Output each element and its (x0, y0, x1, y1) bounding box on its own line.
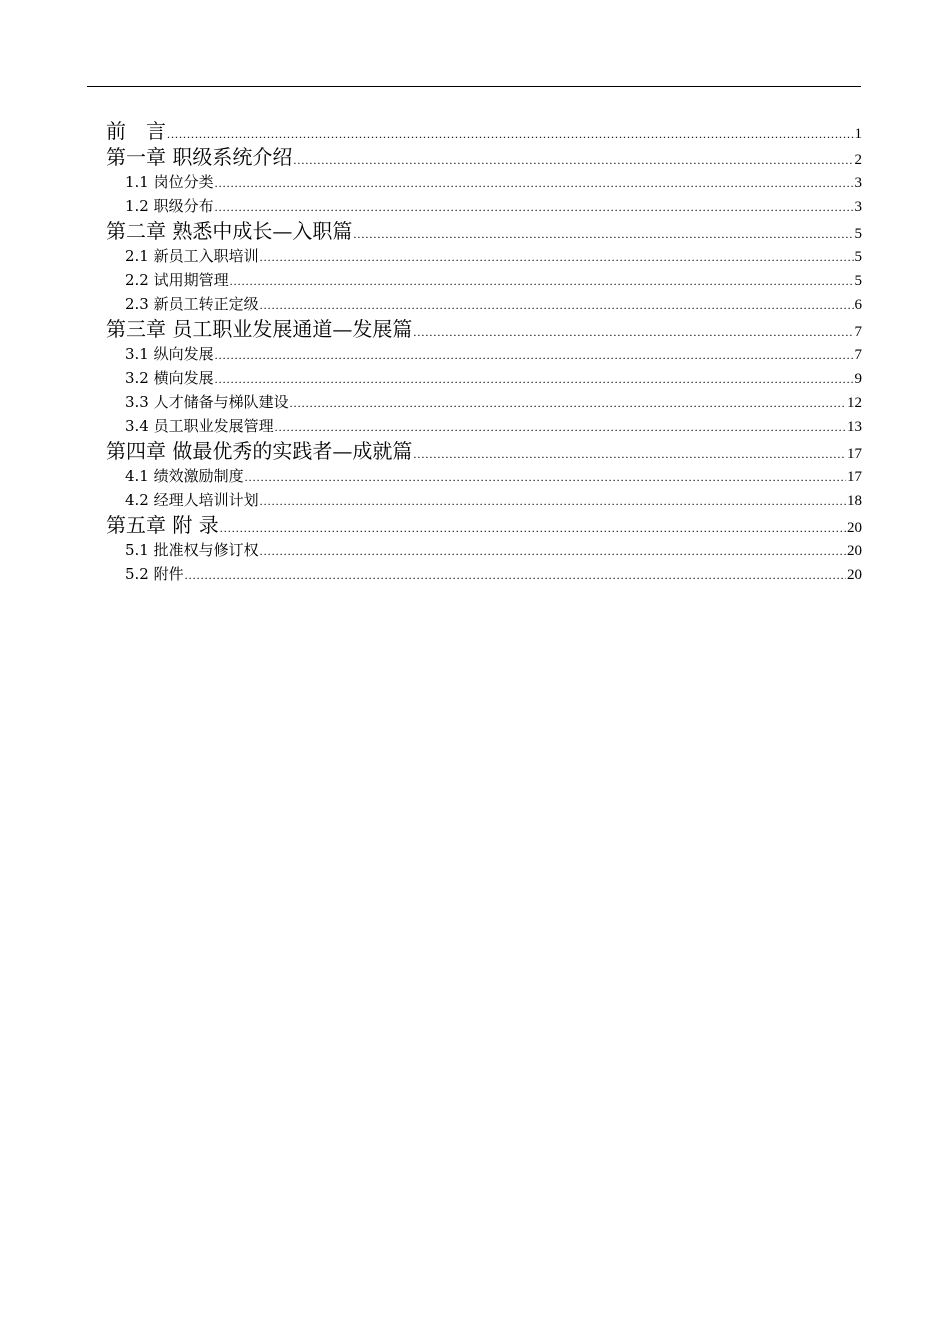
toc-entry-title: 3.3 人才储备与梯队建设 (125, 393, 289, 411)
toc-entry-chapter-2[interactable] (106, 218, 862, 244)
toc-entry-title: 3.1 纵向发展 (125, 345, 214, 363)
toc-entry-title: 1.1 岗位分类 (125, 173, 214, 191)
toc-entry-title: 5.1 批准权与修订权 (125, 541, 259, 559)
toc-page-number: 9 (854, 371, 862, 387)
table-of-contents (106, 118, 862, 586)
toc-page-number: 2 (854, 152, 862, 168)
toc-dot-leader (353, 221, 853, 247)
toc-page-number: 18 (847, 493, 862, 509)
toc-dot-leader (245, 465, 846, 489)
toc-entry-title: 4.1 绩效激励制度 (125, 467, 244, 485)
toc-entry-chapter-5[interactable] (106, 512, 862, 538)
toc-dot-leader (413, 441, 846, 467)
toc-entry-title: 3.4 员工职业发展管理 (125, 417, 274, 435)
toc-page-number: 12 (847, 395, 862, 411)
toc-page-number: 1 (854, 126, 862, 142)
toc-page-number: 3 (854, 199, 862, 215)
toc-dot-leader (290, 391, 846, 415)
toc-entry-title: 1.2 职级分布 (125, 197, 214, 215)
toc-entry-section-2-1[interactable] (106, 244, 862, 268)
toc-entry-section-2-3[interactable] (106, 292, 862, 316)
toc-entry-title: 第四章 做最优秀的实践者—成就篇 (106, 439, 413, 463)
toc-entry-title: 前 言 (106, 119, 166, 143)
toc-entry-title: 第二章 熟悉中成长—入职篇 (106, 219, 353, 243)
toc-entry-section-1-1[interactable] (106, 170, 862, 194)
toc-dot-leader (230, 269, 854, 293)
toc-dot-leader (260, 245, 854, 269)
toc-page-number: 5 (854, 249, 862, 265)
toc-entry-title: 第五章 附 录 (106, 513, 219, 537)
toc-page-number: 20 (847, 567, 862, 583)
toc-dot-leader (275, 415, 846, 439)
toc-page-number: 17 (847, 446, 862, 462)
toc-entry-chapter-1[interactable] (106, 144, 862, 170)
toc-entry-title: 2.3 新员工转正定级 (125, 295, 259, 313)
toc-entry-title: 第三章 员工职业发展通道—发展篇 (106, 317, 413, 341)
toc-page-number: 6 (854, 297, 862, 313)
toc-dot-leader (185, 563, 846, 587)
toc-entry-section-5-1[interactable] (106, 538, 862, 562)
toc-page-number: 7 (854, 324, 862, 340)
toc-dot-leader (220, 515, 846, 541)
toc-dot-leader (215, 171, 854, 195)
toc-dot-leader (413, 319, 853, 345)
toc-entry-title: 第一章 职级系统介绍 (106, 145, 293, 169)
toc-dot-leader (293, 147, 853, 173)
toc-entry-chapter-3[interactable] (106, 316, 862, 342)
toc-page-number: 20 (847, 543, 862, 559)
toc-entry-title: 5.2 附件 (125, 565, 184, 583)
toc-page-number: 5 (854, 273, 862, 289)
toc-entry-title: 2.1 新员工入职培训 (125, 247, 259, 265)
toc-page-number: 20 (847, 520, 862, 536)
toc-page-number: 7 (854, 347, 862, 363)
toc-entry-section-4-2[interactable] (106, 488, 862, 512)
toc-page-number: 17 (847, 469, 862, 485)
toc-dot-leader (215, 195, 854, 219)
toc-entry-chapter-4[interactable] (106, 438, 862, 464)
toc-entry-title: 3.2 横向发展 (125, 369, 214, 387)
toc-entry-title: 4.2 经理人培训计划 (125, 491, 259, 509)
header-rule (87, 86, 861, 87)
toc-entry-section-5-2[interactable] (106, 562, 862, 586)
toc-page-number: 3 (854, 175, 862, 191)
toc-page-number: 13 (847, 419, 862, 435)
toc-dot-leader (260, 489, 846, 513)
toc-entry-preface[interactable] (106, 118, 862, 144)
toc-entry-section-2-2[interactable] (106, 268, 862, 292)
toc-entry-title: 2.2 试用期管理 (125, 271, 229, 289)
toc-entry-section-3-4[interactable] (106, 414, 862, 438)
toc-dot-leader (260, 539, 846, 563)
toc-entry-section-1-2[interactable] (106, 194, 862, 218)
toc-dot-leader (215, 343, 854, 367)
toc-dot-leader (215, 367, 854, 391)
toc-dot-leader (260, 293, 854, 317)
toc-page-number: 5 (854, 226, 862, 242)
toc-entry-section-3-2[interactable] (106, 366, 862, 390)
toc-entry-section-3-3[interactable] (106, 390, 862, 414)
toc-entry-section-3-1[interactable] (106, 342, 862, 366)
toc-entry-section-4-1[interactable] (106, 464, 862, 488)
